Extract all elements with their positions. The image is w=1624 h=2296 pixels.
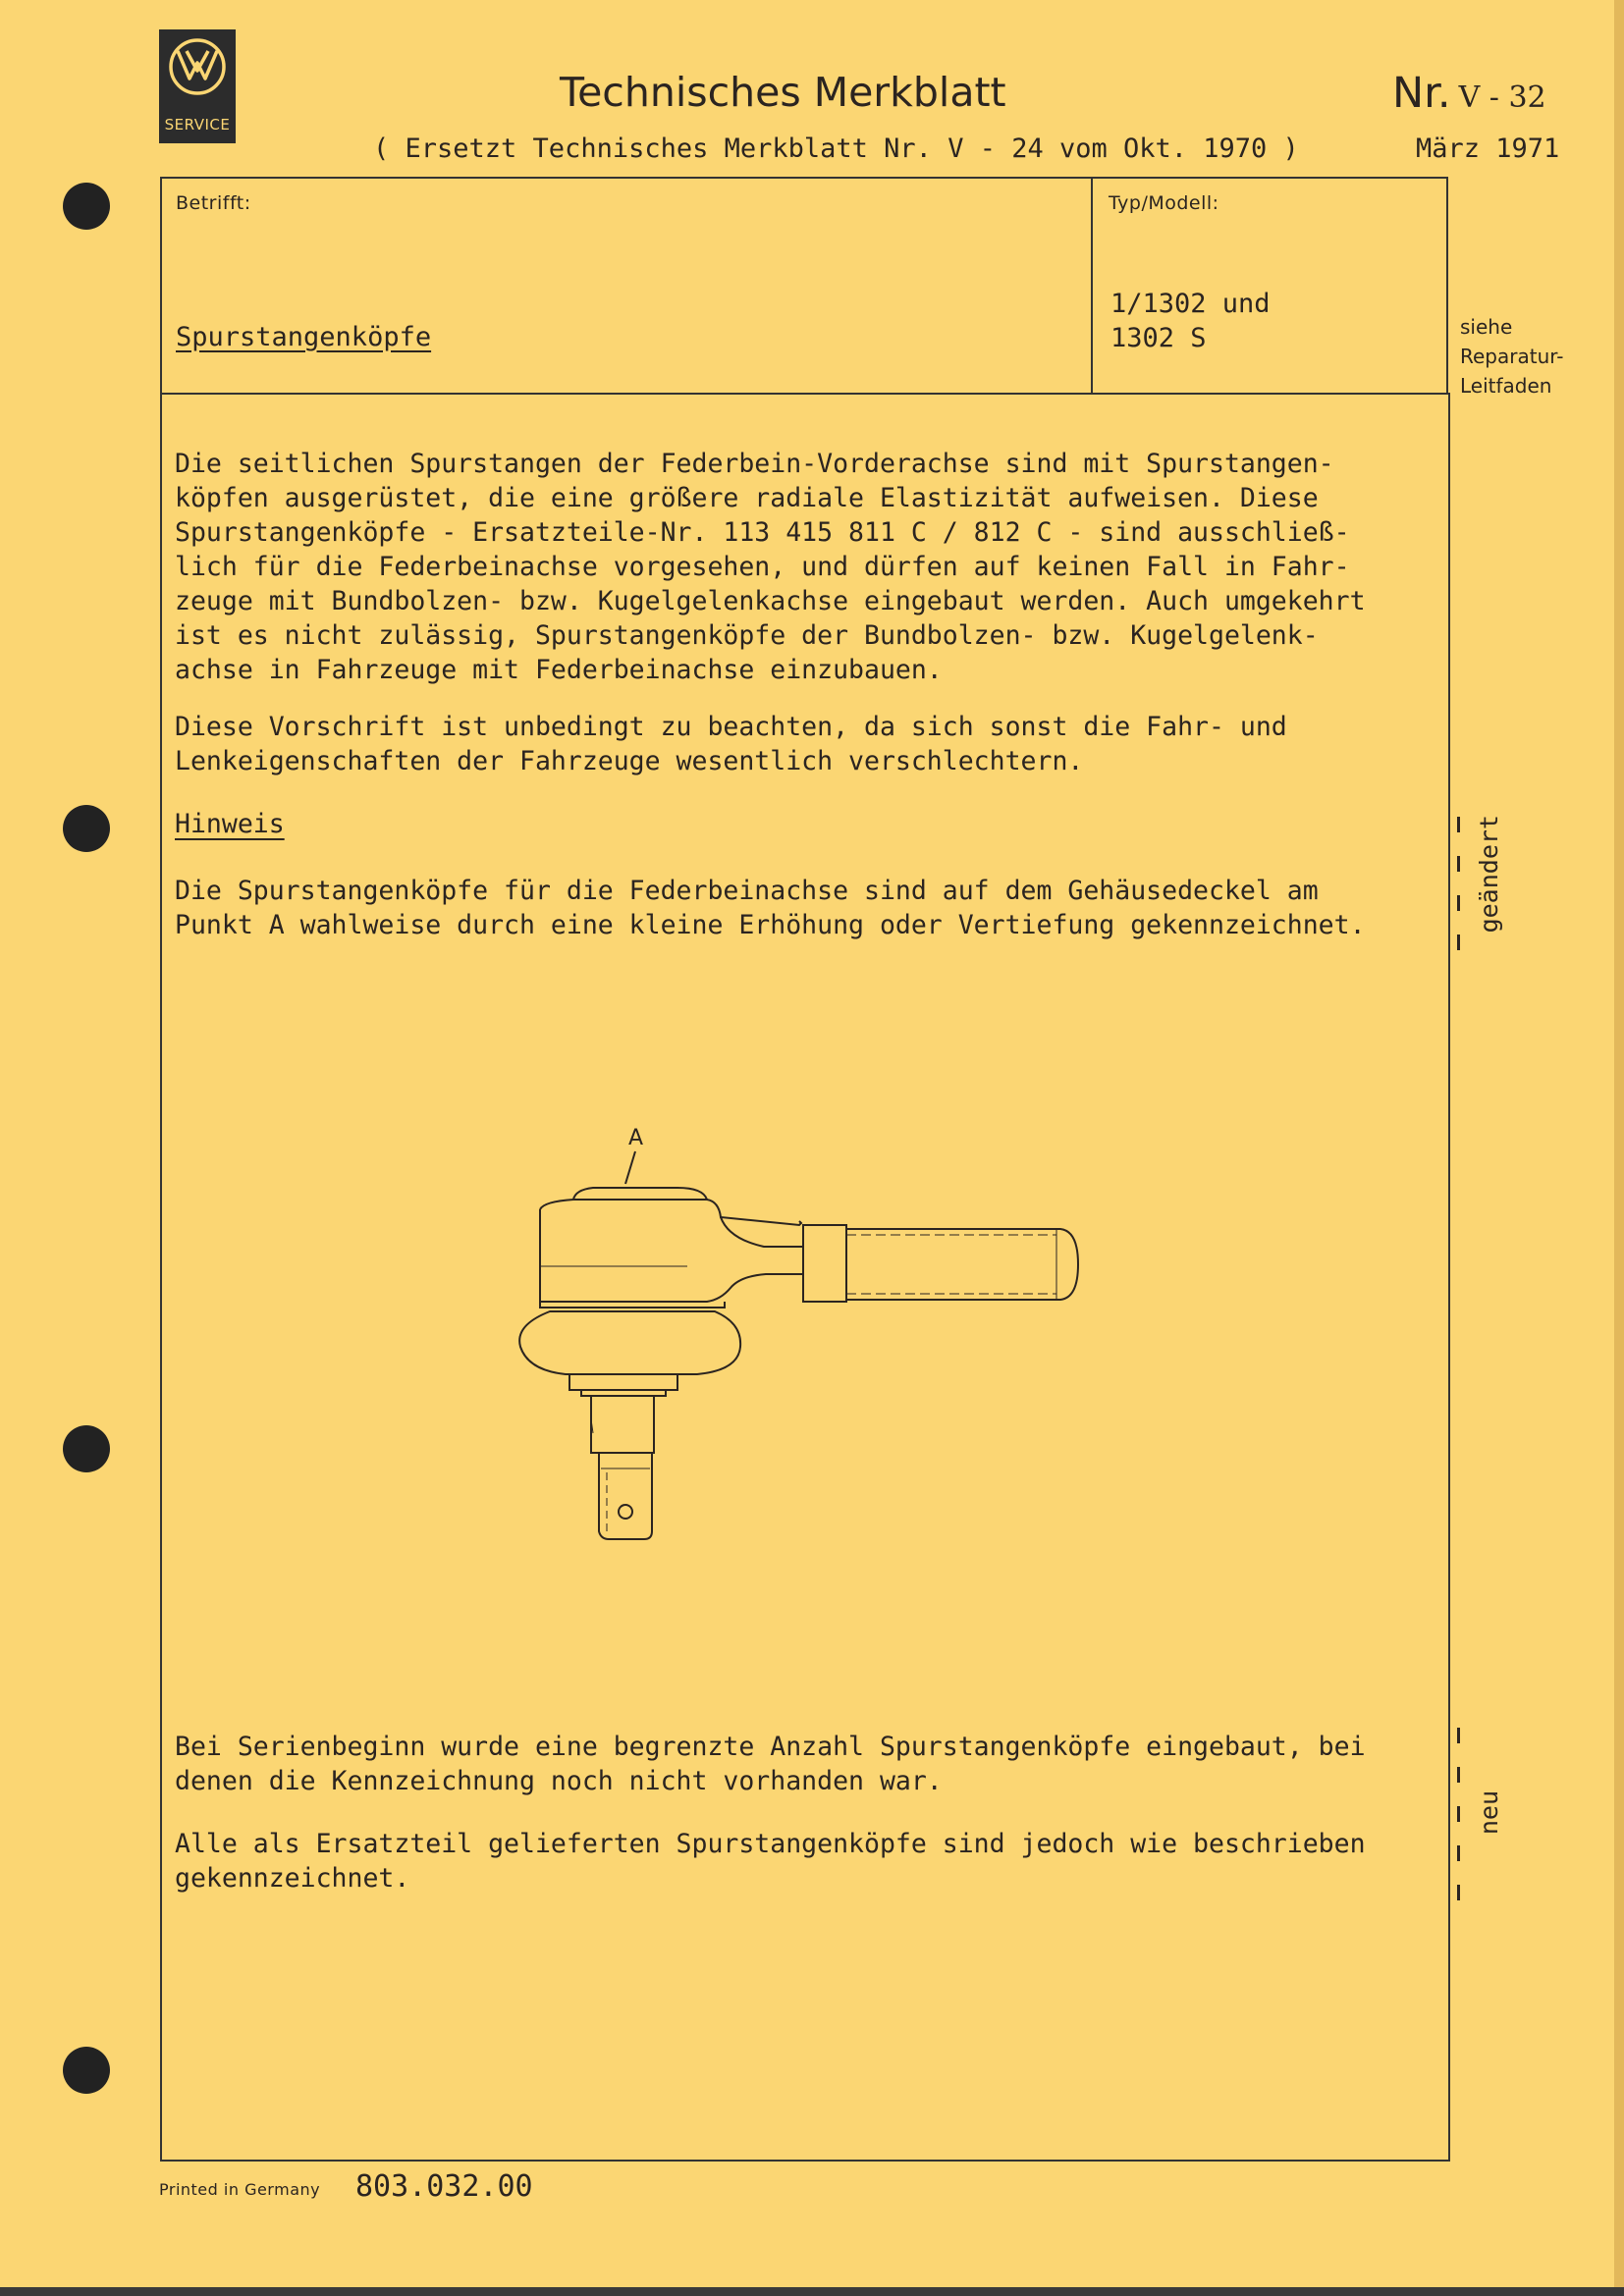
side-reference-line: Leitfaden <box>1460 374 1552 398</box>
nr-value: V - 32 <box>1458 80 1546 115</box>
part-number: 803.032.00 <box>355 2169 533 2204</box>
binder-hole <box>63 183 110 230</box>
binder-hole <box>63 2047 110 2094</box>
tie-rod-end-drawing <box>511 1119 1100 1551</box>
printed-in-germany: Printed in Germany <box>159 2180 321 2199</box>
paragraph-series-start: Bei Serienbeginn wurde eine begrenzte Anzahl Spurstangenköpfe eingebaut, bei denen die Kennzeichnung noch nicht vorhanden war. <box>175 1732 1366 1796</box>
binder-hole <box>63 1425 110 1472</box>
vw-service-logo <box>159 29 236 143</box>
point-a-label: A <box>628 1126 644 1150</box>
model-line: 1302 S <box>1110 323 1207 353</box>
paragraph-warning: Diese Vorschrift ist unbedingt zu beachten, da sich sonst die Fahr- und Lenkeigenschaften der Fahrzeuge wesentlich verschlechtern. <box>175 712 1287 776</box>
typ-modell-label: Typ/Modell: <box>1109 192 1219 214</box>
side-reference-line: Reparatur- <box>1460 345 1564 368</box>
subject-box <box>160 177 1448 395</box>
page-title: Technisches Merkblatt <box>560 69 1006 116</box>
side-reference <box>1460 312 1597 400</box>
model-info <box>1110 287 1271 355</box>
new-label: neu <box>1475 1790 1503 1836</box>
replaces-note: ( Ersetzt Technisches Merkblatt Nr. V - 24 vom Okt. 1970 ) <box>373 133 1299 164</box>
paragraph-spare-parts: Alle als Ersatzteil gelieferten Spurstangenköpfe sind jedoch wie beschrieben gekennzeichnet. <box>175 1829 1366 1894</box>
box-divider <box>1091 179 1093 393</box>
nr-label: Nr. <box>1392 69 1451 118</box>
side-reference-line: siehe <box>1460 315 1513 339</box>
model-line: 1/1302 und <box>1110 289 1271 319</box>
hinweis-heading <box>175 807 1441 841</box>
page-edge <box>1614 0 1624 2296</box>
subject-title: Spurstangenköpfe <box>176 322 432 352</box>
paragraph-intro: Die seitlichen Spurstangen der Federbein-Vorderachse sind mit Spurstangen- köpfen ausgerüstet, die eine größere radiale Elastizität aufweisen. Diese Spurstangenköpfe - Ersatzteile-Nr. 113 415 811 C / 812 C - sind ausschließ- lich für die Federbeinachse vorgesehen, und dürfen auf keinen Fall in Fahr- zeuge mit Bundbolzen- bzw. Kugelgelenkachse eingebaut werden. Auch umgekehrt ist es nicht zulässig, Spurstangenköpfe der Bundbolzen- bzw. Kugelgelenk- achse in Fahrzeuge mit Federbeinachse einzubauen. <box>175 449 1366 685</box>
binder-hole <box>63 805 110 852</box>
issue-date: März 1971 <box>1416 133 1560 164</box>
vw-logo-icon <box>168 37 227 96</box>
logo-label: SERVICE <box>164 116 231 133</box>
changed-label: geändert <box>1475 815 1503 934</box>
document-number <box>1392 69 1546 118</box>
paragraph-hinweis: Die Spurstangenköpfe für die Federbeinachse sind auf dem Gehäusedeckel am Punkt A wahlweise durch eine kleine Erhöhung oder Vertiefung gekennzeichnet. <box>175 876 1366 940</box>
betrifft-label: Betrifft: <box>176 192 251 214</box>
page-bottom-edge <box>0 2287 1624 2296</box>
hinweis-label: Hinweis <box>175 809 285 839</box>
